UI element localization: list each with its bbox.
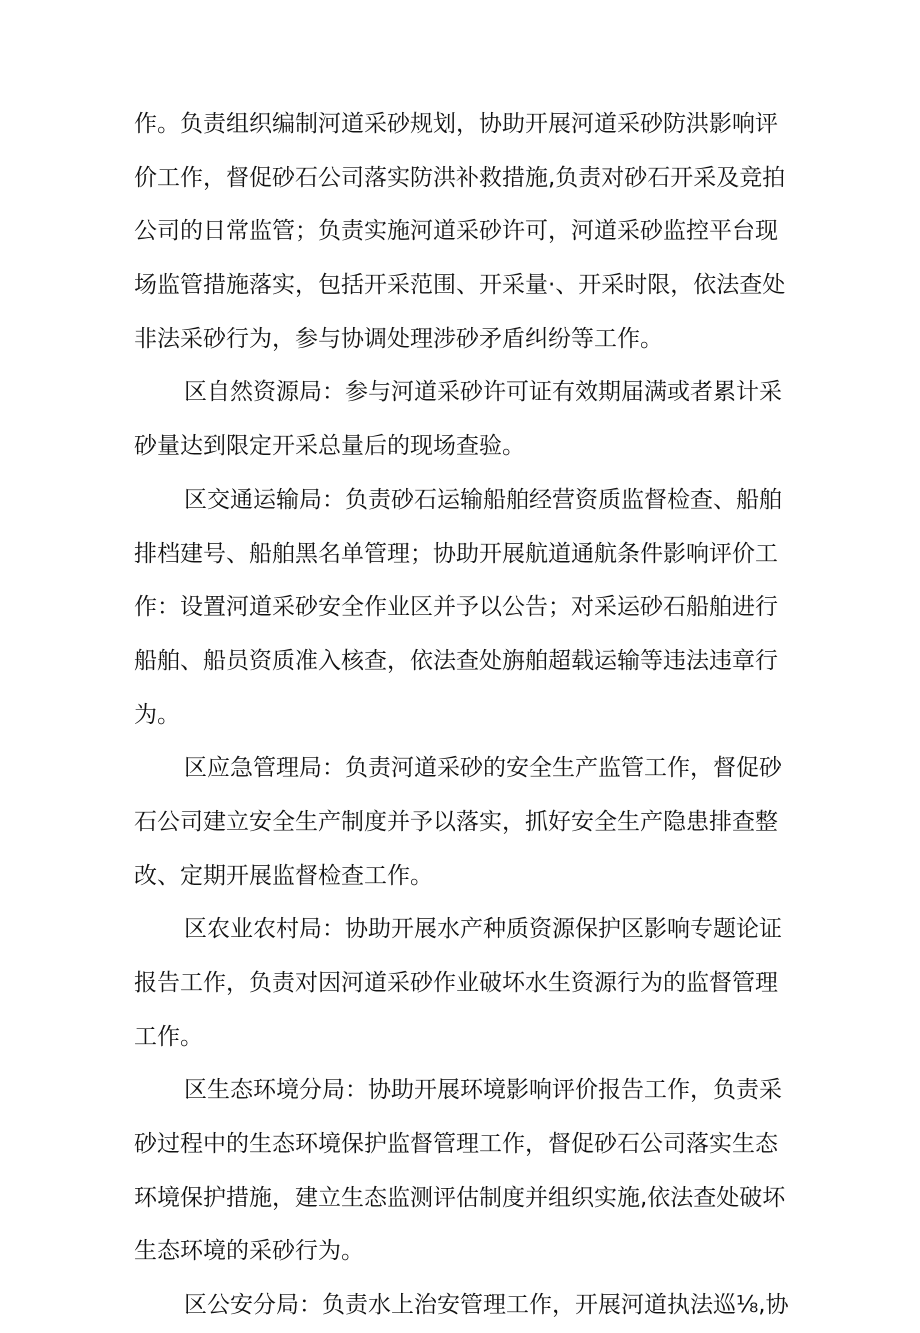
text-line: 场监管措施落实，包括开采范围、开采量·、开采时限，依法查处 bbox=[134, 272, 786, 299]
text-line: 价工作，督促砂石公司落实防洪补救措施,负责对砂石开采及竞拍 bbox=[134, 164, 786, 191]
text-line: 砂量达到限定开采总量后的现场查验。 bbox=[134, 433, 525, 460]
paragraph-first-line: 区自然资源局：参与河道采砂许可证有效期届满或者累计采 bbox=[184, 379, 782, 406]
text-line: 改、定期开展监督检查工作。 bbox=[134, 862, 433, 889]
text-line: 为。 bbox=[134, 701, 180, 728]
paragraph-first-line: 区交通运输局：负责砂石运输船舶经营资质监督检查、船舶 bbox=[184, 486, 782, 513]
text-line: 作。负责组织编制河道采砂规划，协助开展河道采砂防洪影响评 bbox=[134, 111, 778, 137]
text-line: 生态环境的采砂行为。 bbox=[134, 1238, 364, 1265]
body-text bbox=[134, 98, 794, 1333]
paragraph-first-line: 区公安分局：负责水上治安管理工作，开展河道执法巡⅛,协 bbox=[184, 1292, 789, 1319]
text-line: 报告工作，负责对因河道采砂作业破坏水生资源行为的监督管理 bbox=[134, 970, 778, 996]
text-line: 作：设置河道采砂安全作业区并予以公告；对采运砂石船舶进行 bbox=[134, 594, 778, 621]
text-line: 砂过程中的生态环境保护监督管理工作，督促砂石公司落实生态 bbox=[134, 1131, 778, 1158]
text-line: 公司的日常监管；负责实施河道采砂许可，河道采砂监控平台现 bbox=[134, 218, 778, 245]
paragraph-first-line: 区生态环境分局：协助开展环境影响评价报告工作，负责采 bbox=[184, 1077, 782, 1104]
paragraph-first-line: 区农业农村局：协助开展水产种质资源保护区影响专题论证 bbox=[184, 916, 782, 943]
text-line: 石公司建立安全生产制度并予以落实，抓好安全生产隐患排查整 bbox=[134, 808, 778, 835]
text-line: 非法采砂行为，参与协调处理涉砂矛盾纠纷等工作。 bbox=[134, 325, 663, 352]
text-line: 排档建号、船舶黑名单管理；协助开展航道通航条件影响评价工 bbox=[134, 540, 778, 567]
text-line: 船舶、船员资质准入核查，依法查处旃舶超载运输等违法违章行 bbox=[134, 647, 778, 674]
text-line: 工作。 bbox=[134, 1023, 203, 1050]
paragraph-first-line: 区应急管理局：负责河道采砂的安全生产监管工作，督促砂 bbox=[184, 755, 782, 782]
text-line: 环境保护措施，建立生态监测评估制度并组织实施,依法查处破坏 bbox=[134, 1184, 786, 1211]
